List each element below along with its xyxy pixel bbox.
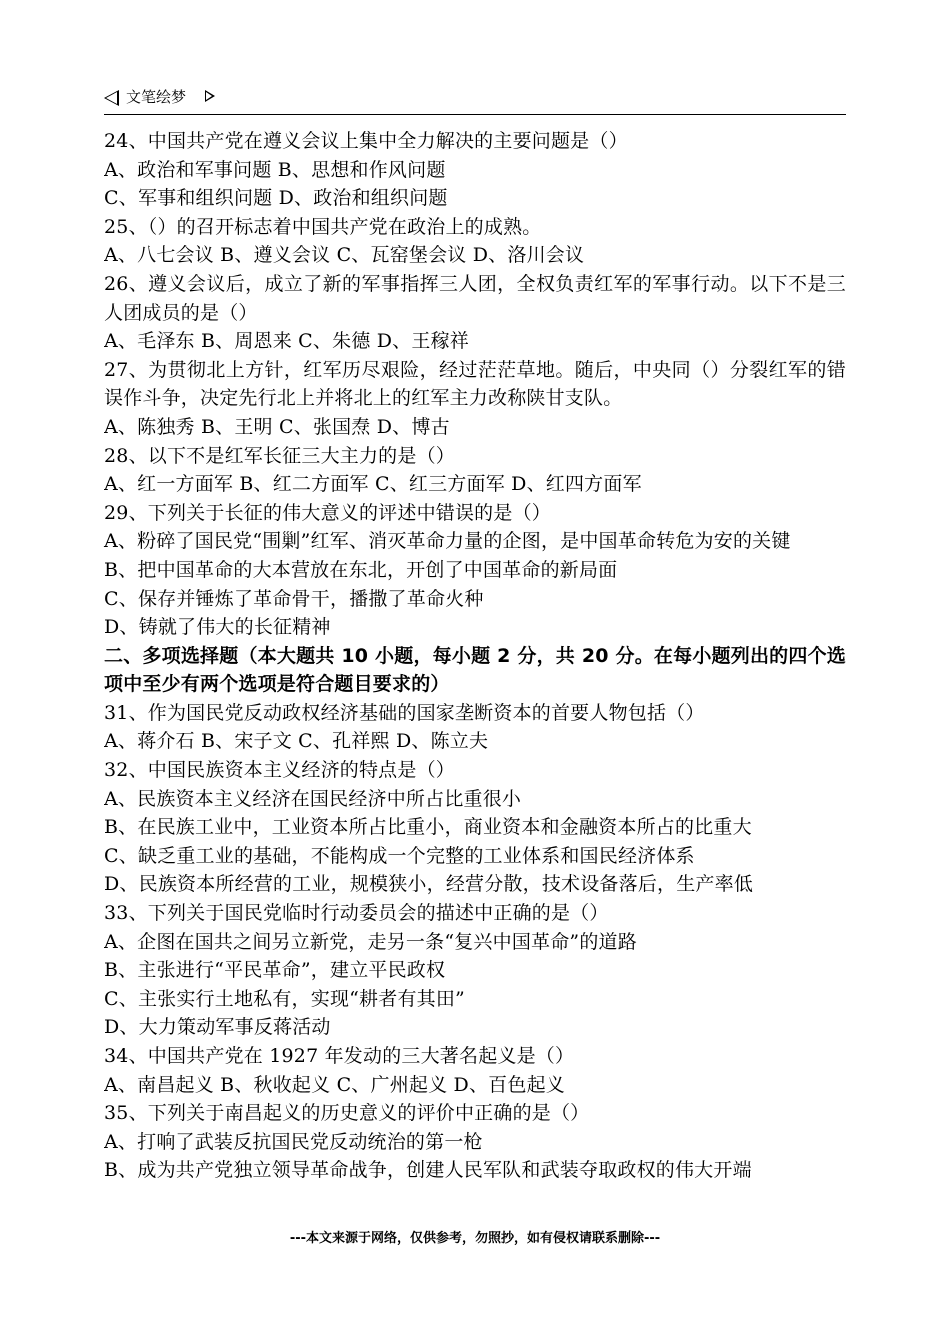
q32-option-d: D、民族资本所经营的工业，规模狭小，经营分散，技术设备落后，生产率低 bbox=[104, 873, 754, 896]
question-29: 29、下列关于长征的伟大意义的评述中错误的是（） bbox=[104, 501, 551, 524]
q29-option-b: B、把中国革命的大本营放在东北，开创了中国革命的新局面 bbox=[104, 558, 618, 581]
question-25: 25、（）的召开标志着中国共产党在政治上的成熟。 bbox=[104, 215, 542, 238]
q29-option-c: C、保存并锤炼了革命骨干，播撒了革命火种 bbox=[104, 587, 484, 610]
q35-option-b: B、成为共产党独立领导革命战争，创建人民军队和武装夺取政权的伟大开端 bbox=[104, 1159, 752, 1182]
triangle-right-icon bbox=[205, 90, 215, 102]
question-31: 31、作为国民党反动政权经济基础的国家垄断资本的首要人物包括（） bbox=[104, 701, 705, 724]
question-35: 35、下列关于南昌起义的历史意义的评价中正确的是（） bbox=[104, 1102, 590, 1125]
q31-options: A、蒋介石 B、宋子文 C、孔祥熙 D、陈立夫 bbox=[104, 730, 489, 753]
question-28: 28、以下不是红军长征三大主力的是（） bbox=[104, 444, 455, 467]
q28-options: A、红一方面军 B、红二方面军 C、红三方面军 D、红四方面军 bbox=[104, 473, 642, 496]
q33-option-d: D、大力策动军事反蒋活动 bbox=[104, 1016, 331, 1039]
header-title: 文笔绘梦 bbox=[126, 88, 187, 106]
question-33: 33、下列关于国民党临时行动委员会的描述中正确的是（） bbox=[104, 902, 609, 925]
q29-option-d: D、铸就了伟大的长征精神 bbox=[104, 616, 331, 639]
document-body bbox=[104, 127, 846, 1185]
q24-options-cd: C、军事和组织问题 D、政治和组织问题 bbox=[104, 187, 448, 210]
question-34: 34、中国共产党在 1927 年发动的三大著名起义是（） bbox=[104, 1045, 575, 1067]
page-footer: ---本文来源于网络，仅供参考，勿照抄，如有侵权请联系删除--- bbox=[289, 1231, 661, 1246]
q33-option-a: A、企图在国共之间另立新党，走另一条“复兴中国革命”的道路 bbox=[104, 930, 637, 953]
q29-option-a: A、粉碎了国民党“围剿”红军、消灭革命力量的企图，是中国革命转危为安的关键 bbox=[104, 530, 791, 553]
question-32: 32、中国民族资本主义经济的特点是（） bbox=[104, 759, 455, 782]
triangle-left-icon bbox=[104, 90, 119, 106]
question-26: 26、遵义会议后，成立了新的军事指挥三人团，全权负责红军的军事行动。以下不是三人团成员的是（） bbox=[104, 272, 846, 324]
q33-option-b: B、主张进行“平民革命”，建立平民政权 bbox=[104, 959, 446, 982]
question-24: 24、中国共产党在遵义会议上集中全力解决的主要问题是（） bbox=[104, 130, 628, 152]
q25-options: A、八七会议 B、遵义会议 C、瓦窑堡会议 D、洛川会议 bbox=[104, 244, 585, 267]
q24-options-ab: A、政治和军事问题 B、思想和作风问题 bbox=[104, 158, 446, 181]
q27-options: A、陈独秀 B、王明 C、张国焘 D、博古 bbox=[104, 415, 450, 438]
q32-option-c: C、缺乏重工业的基础，不能构成一个完整的工业体系和国民经济体系 bbox=[104, 844, 695, 867]
q32-option-a: A、民族资本主义经济在国民经济中所占比重很小 bbox=[104, 787, 522, 810]
q32-option-b: B、在民族工业中，工业资本所占比重小，商业资本和金融资本所占的比重大 bbox=[104, 816, 752, 839]
q26-options: A、毛泽东 B、周恩来 C、朱德 D、王稼祥 bbox=[104, 330, 469, 353]
page-header bbox=[104, 86, 846, 115]
section-heading-multiple-choice: 二、多项选择题（本大题共 10 小题，每小题 2 分，共 20 分。在每小题列出的四个选项中至少有两个选项是符合题目要求的） bbox=[104, 644, 846, 696]
question-27: 27、为贯彻北上方针，红军历尽艰险，经过茫茫草地。随后，中央同（）分裂红军的错误作斗争，决定先行北上并将北上的红军主力改称陕甘支队。 bbox=[104, 358, 846, 410]
q33-option-c: C、主张实行土地私有，实现“耕者有其田” bbox=[104, 987, 465, 1010]
q34-options: A、南昌起义 B、秋收起义 C、广州起义 D、百色起义 bbox=[104, 1073, 565, 1096]
q35-option-a: A、打响了武装反抗国民党反动统治的第一枪 bbox=[104, 1130, 483, 1153]
